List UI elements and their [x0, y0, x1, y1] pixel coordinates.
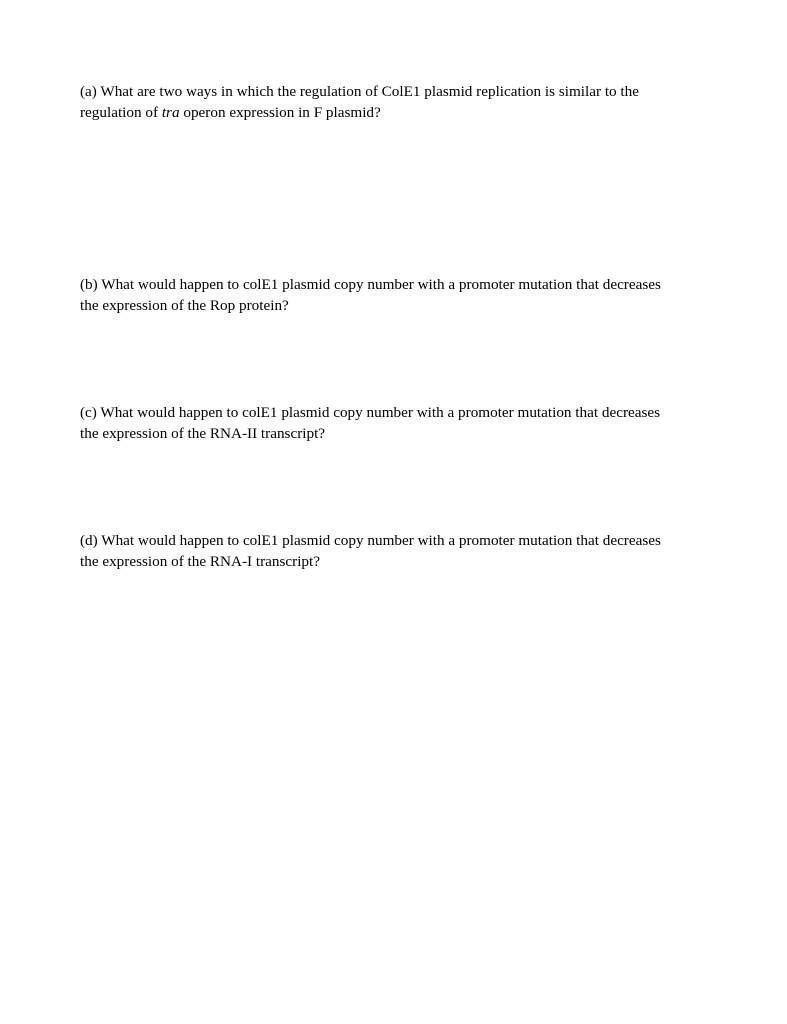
question-a-line-1: (a) What are two ways in which the regulation of ColE1 plasmid replication is similar to the — [80, 83, 639, 100]
question-b-line-2: the expression of the Rop protein? — [80, 297, 289, 314]
question-d-line-2: the expression of the RNA-I transcript? — [80, 553, 320, 570]
question-a — [80, 81, 720, 123]
question-c — [80, 402, 720, 444]
question-a-line-2 — [80, 102, 720, 123]
question-b-line-1: (b) What would happen to colE1 plasmid copy number with a promoter mutation that decreases — [80, 276, 661, 293]
question-c-line-1: (c) What would happen to colE1 plasmid copy number with a promoter mutation that decreases — [80, 404, 661, 421]
question-a-line-2-start: regulation of — [80, 104, 162, 121]
question-a-line-2-end: operon expression in F plasmid? — [179, 104, 381, 121]
question-c-line-2: the expression of the RNA-II transcript? — [80, 425, 326, 442]
question-b — [80, 274, 720, 316]
question-a-italic-term: tra — [161, 104, 180, 121]
question-d — [80, 530, 720, 572]
question-d-line-1: (d) What would happen to colE1 plasmid copy number with a promoter mutation that decreases — [80, 532, 661, 549]
